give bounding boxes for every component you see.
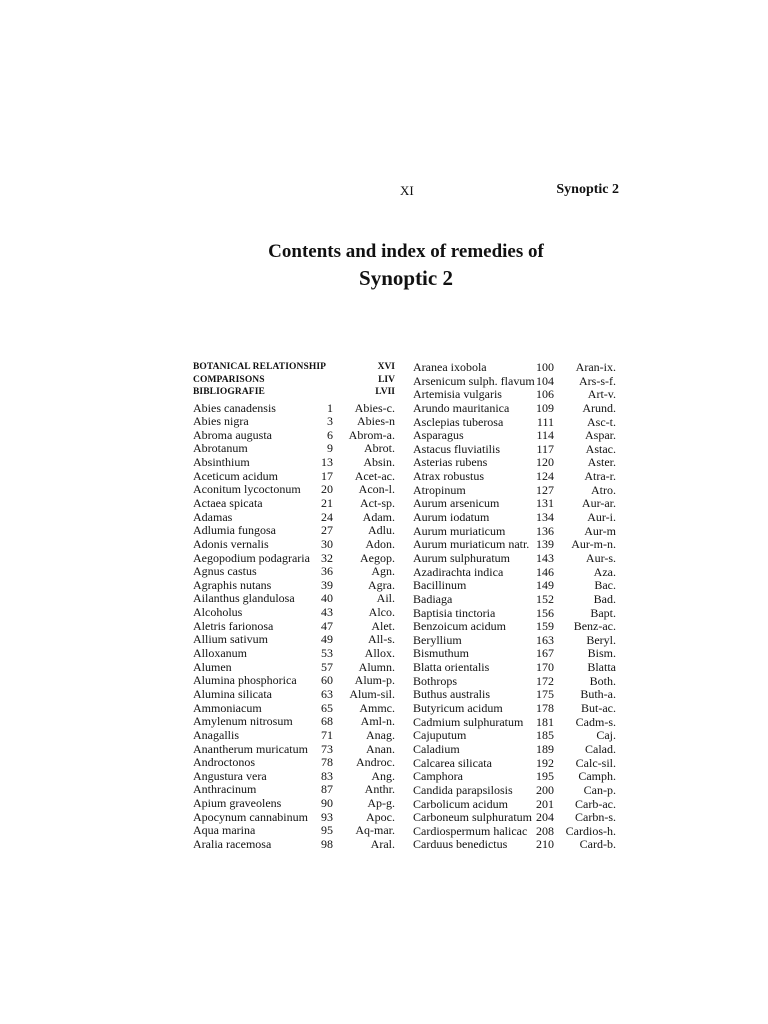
remedy-abbreviation: Aral. — [370, 837, 395, 851]
remedy-name: Aurum arsenicum — [413, 496, 500, 511]
page-ref: 210 — [536, 837, 554, 852]
index-entry — [193, 647, 395, 661]
index-entry — [413, 784, 616, 798]
remedy-abbreviation: Alumn. — [358, 659, 395, 674]
page-ref: 143 — [536, 550, 554, 565]
remedy-abbreviation: Aur-m-n. — [571, 537, 616, 552]
page-ref: 106 — [536, 387, 554, 402]
remedy-abbreviation: Aran-ix. — [575, 360, 616, 374]
remedy-name: Calcarea silicata — [413, 755, 492, 770]
remedy-name: Carboneum sulphuratum — [413, 810, 532, 825]
remedy-abbreviation: Art-v. — [587, 387, 616, 402]
index-entry — [413, 688, 616, 702]
index-entry — [193, 592, 395, 606]
remedy-name: Ailanthus glandulosa — [193, 591, 295, 606]
page-ref: 95 — [321, 823, 333, 838]
remedy-abbreviation: Aml-n. — [360, 714, 395, 729]
remedy-abbreviation: Blatta — [587, 660, 616, 675]
index-entry — [413, 538, 616, 552]
remedy-name: Badiaga — [413, 591, 453, 606]
remedy-abbreviation: Caj. — [596, 728, 616, 743]
remedy-name: Caladium — [413, 741, 460, 756]
page-ref: 20 — [321, 482, 333, 497]
remedy-name: Aralia racemosa — [193, 837, 272, 851]
remedy-abbreviation: Adon. — [365, 536, 395, 551]
index-entry — [413, 497, 616, 511]
page-ref: 139 — [536, 537, 554, 552]
index-entry — [193, 743, 395, 757]
page-ref: 104 — [536, 373, 554, 388]
index-entry — [413, 470, 616, 484]
page-ref: 49 — [321, 632, 333, 647]
remedy-name: Carbolicum acidum — [413, 796, 508, 811]
remedy-abbreviation: Aur-s. — [585, 550, 616, 565]
page-ref: 152 — [536, 591, 554, 606]
page-ref: 200 — [536, 782, 554, 797]
index-entry — [193, 674, 395, 688]
remedy-abbreviation: Astac. — [585, 441, 616, 456]
index-entry — [193, 470, 395, 484]
page-ref: 39 — [321, 577, 333, 592]
remedy-name: Cardiospermum halicac — [413, 823, 528, 838]
page-ref: 109 — [536, 400, 554, 415]
index-entry — [413, 661, 616, 675]
contents-title: Contents and index of remedies of — [268, 241, 544, 262]
remedy-abbreviation: Asc-t. — [587, 414, 616, 429]
remedy-name: Arsenicum sulph. flavum — [413, 373, 535, 388]
index-entry — [193, 824, 395, 838]
page-ref: 163 — [536, 632, 554, 647]
index-entry — [193, 456, 395, 470]
remedy-name: Butyricum acidum — [413, 701, 503, 716]
page-ref: 60 — [321, 673, 333, 688]
remedy-abbreviation: Bad. — [593, 591, 616, 606]
remedy-abbreviation: Both. — [589, 673, 616, 688]
remedy-name: Asparagus — [413, 428, 464, 443]
index-entry — [413, 375, 616, 389]
index-entry — [413, 388, 616, 402]
remedy-abbreviation: Abrot. — [364, 441, 395, 456]
remedy-abbreviation: Arund. — [582, 400, 616, 415]
remedy-name: Cadmium sulphuratum — [413, 714, 524, 729]
remedy-abbreviation: Alco. — [368, 605, 395, 620]
index-entry — [413, 702, 616, 716]
remedy-abbreviation: Acon-l. — [358, 482, 395, 497]
page-ref: 195 — [536, 769, 554, 784]
page-ref: 172 — [536, 673, 554, 688]
index-entry — [413, 566, 616, 580]
remedy-name: Adamas — [193, 509, 233, 524]
remedy-name: Abrotanum — [193, 441, 248, 456]
page-ref: 117 — [536, 441, 554, 456]
page-ref: 208 — [536, 823, 554, 838]
remedy-name: Bothrops — [413, 673, 458, 688]
index-entry — [413, 579, 616, 593]
remedy-abbreviation: Alum-p. — [354, 673, 395, 688]
remedy-name: Actaea spicata — [193, 495, 263, 510]
index-entry — [413, 757, 616, 771]
index-entry — [193, 620, 395, 634]
page-ref: 100 — [536, 360, 554, 374]
index-entry — [413, 729, 616, 743]
remedy-name: Alumina silicata — [193, 686, 272, 701]
index-entry — [193, 783, 395, 797]
index-entry — [413, 416, 616, 430]
remedy-name: BOTANICAL RELATIONSHIP — [193, 362, 327, 372]
page-ref: 167 — [536, 646, 554, 661]
remedy-name: Benzoicum acidum — [413, 619, 506, 634]
index-entry — [193, 811, 395, 825]
remedy-name: Atrax robustus — [413, 469, 484, 484]
index-entry — [193, 361, 395, 374]
index-entry — [413, 838, 616, 852]
remedy-abbreviation: Calc-sil. — [575, 755, 616, 770]
page-ref: 201 — [536, 796, 554, 811]
page-ref: 17 — [321, 468, 333, 483]
remedy-abbreviation: Aur-i. — [587, 510, 616, 525]
index-entry — [413, 456, 616, 470]
page-ref: 134 — [536, 510, 554, 525]
remedy-abbreviation: Ammc. — [359, 700, 395, 715]
remedy-abbreviation: Absin. — [363, 455, 395, 470]
index-entry — [413, 525, 616, 539]
remedy-name: Aceticum acidum — [193, 468, 278, 483]
remedy-name: Abies canadensis — [193, 400, 276, 415]
page-ref: 13 — [321, 455, 333, 470]
remedy-abbreviation: Aster. — [587, 455, 616, 470]
index-entry — [193, 633, 395, 647]
page-ref: 185 — [536, 728, 554, 743]
index-entry — [413, 607, 616, 621]
remedy-abbreviation: Agn. — [371, 564, 395, 579]
remedy-name: Apium graveolens — [193, 796, 282, 811]
remedy-abbreviation: Apoc. — [366, 809, 395, 824]
remedy-abbreviation: Aza. — [593, 564, 616, 579]
page-ref: 136 — [536, 523, 554, 538]
remedy-abbreviation: Bapt. — [590, 605, 616, 620]
remedy-name: Bacillinum — [413, 578, 467, 593]
index-entry — [413, 647, 616, 661]
remedy-abbreviation: Camph. — [578, 769, 616, 784]
index-entry — [193, 702, 395, 716]
remedy-name: Carduus benedictus — [413, 837, 508, 852]
page-ref: 120 — [536, 455, 554, 470]
remedy-abbreviation: Atra-r. — [584, 469, 616, 484]
index-column-right — [413, 361, 616, 852]
index-entry — [413, 429, 616, 443]
remedy-abbreviation: Adam. — [362, 509, 395, 524]
index-entry — [193, 524, 395, 538]
index-entry — [413, 634, 616, 648]
page-ref: 27 — [321, 523, 333, 538]
remedy-abbreviation: Androc. — [356, 755, 395, 770]
remedy-abbreviation: Abies-n — [357, 414, 395, 429]
remedy-abbreviation: Alum-sil. — [349, 686, 395, 701]
page-ref: 90 — [321, 796, 333, 811]
remedy-abbreviation: Buth-a. — [580, 687, 616, 702]
remedy-abbreviation: Ap-g. — [367, 796, 395, 811]
remedy-abbreviation: Abies-c. — [354, 400, 395, 415]
remedy-abbreviation: Calad. — [585, 741, 616, 756]
remedy-name: Abies nigra — [193, 414, 249, 429]
remedy-name: Alloxanum — [193, 646, 247, 661]
index-entry — [193, 688, 395, 702]
remedy-abbreviation: Aspar. — [585, 428, 616, 443]
page-ref: 30 — [321, 536, 333, 551]
remedy-name: Apocynum cannabinum — [193, 809, 308, 824]
index-entry — [193, 415, 395, 429]
index-entry — [193, 729, 395, 743]
page-ref: 189 — [536, 741, 554, 756]
remedy-name: Androctonos — [193, 755, 255, 770]
remedy-abbreviation: Bac. — [594, 578, 616, 593]
page-ref: 146 — [536, 564, 554, 579]
page-ref: 114 — [536, 428, 554, 443]
remedy-abbreviation: Carbn-s. — [575, 810, 616, 825]
page-ref: 43 — [321, 605, 333, 620]
page-number: XI — [400, 183, 414, 198]
remedy-name: Anagallis — [193, 727, 239, 742]
remedy-name: BIBLIOGRAFIE — [193, 387, 265, 397]
page-ref: 65 — [321, 700, 333, 715]
index-entry — [413, 716, 616, 730]
page-ref: 111 — [536, 414, 554, 429]
page-ref: 1 — [327, 400, 333, 415]
page-ref: 175 — [536, 687, 554, 702]
remedy-name: Aurum muriaticum — [413, 523, 506, 538]
index-entry — [413, 675, 616, 689]
contents-subtitle: Synoptic 2 — [359, 266, 453, 290]
remedy-name: Agraphis nutans — [193, 577, 272, 592]
index-entry — [193, 606, 395, 620]
index-entry — [193, 552, 395, 566]
remedy-name: COMPARISONS — [193, 374, 265, 385]
remedy-name: Artemisia vulgaris — [413, 387, 502, 402]
index-entry — [193, 483, 395, 497]
remedy-name: Ammoniacum — [193, 700, 262, 715]
index-entry — [413, 825, 616, 839]
remedy-abbreviation: Anag. — [366, 727, 395, 742]
page-ref: 53 — [321, 646, 333, 661]
remedy-abbreviation: Ail. — [376, 591, 395, 606]
index-entry — [413, 402, 616, 416]
index-entry — [193, 429, 395, 443]
page-ref: 87 — [321, 782, 333, 797]
remedy-name: Alumina phosphorica — [193, 673, 297, 688]
remedy-abbreviation: But-ac. — [581, 701, 616, 716]
remedy-name: Arundo mauritanica — [413, 400, 510, 415]
remedy-name: Aconitum lycoctonum — [193, 482, 301, 497]
index-entry — [193, 386, 395, 399]
page-ref: 57 — [321, 659, 333, 674]
page-ref: 6 — [327, 427, 333, 442]
remedy-name: Asterias rubens — [413, 455, 488, 470]
remedy-abbreviation: Aq-mar. — [355, 823, 395, 838]
page-ref: 24 — [321, 509, 333, 524]
remedy-name: Aletris farionosa — [193, 618, 274, 633]
index-entry — [193, 579, 395, 593]
remedy-name: Adlumia fungosa — [193, 523, 276, 538]
index-entry — [413, 743, 616, 757]
remedy-abbreviation: Anthr. — [364, 782, 395, 797]
remedy-name: Angustura vera — [193, 768, 267, 783]
remedy-name: Candida parapsilosis — [413, 782, 513, 797]
remedy-abbreviation: Abrom-a. — [348, 427, 395, 442]
index-entry — [193, 511, 395, 525]
index-entry — [193, 661, 395, 675]
page-ref: XVI — [377, 362, 395, 372]
page-ref: 192 — [536, 755, 554, 770]
remedy-name: Anantherum muricatum — [193, 741, 308, 756]
page-ref: 181 — [536, 714, 554, 729]
remedy-name: Beryllium — [413, 632, 462, 647]
index-entry — [193, 715, 395, 729]
remedy-name: Alcoholus — [193, 605, 243, 620]
index-entry — [193, 538, 395, 552]
remedy-name: Atropinum — [413, 482, 466, 497]
remedy-name: Anthracinum — [193, 782, 257, 797]
page-ref: LVII — [375, 387, 395, 397]
index-entry — [193, 374, 395, 387]
page-ref: 124 — [536, 469, 554, 484]
index-entry — [413, 484, 616, 498]
remedy-abbreviation: Can-p. — [583, 782, 616, 797]
remedy-name: Azadirachta indica — [413, 564, 504, 579]
page-ref: 159 — [536, 619, 554, 634]
index-entry — [413, 811, 616, 825]
index-entry — [193, 402, 395, 416]
page-ref: 78 — [321, 755, 333, 770]
index-entry — [193, 797, 395, 811]
index-entry — [193, 497, 395, 511]
page-ref: 127 — [536, 482, 554, 497]
page-ref: 156 — [536, 605, 554, 620]
remedy-abbreviation: Alet. — [371, 618, 395, 633]
page-ref: 131 — [536, 496, 554, 511]
remedy-abbreviation: Ang. — [371, 768, 395, 783]
index-entry — [413, 511, 616, 525]
index-entry — [413, 552, 616, 566]
page-ref: 47 — [321, 618, 333, 633]
page-ref: 21 — [321, 495, 333, 510]
remedy-abbreviation: Cadm-s. — [575, 714, 616, 729]
remedy-abbreviation: Benz-ac. — [573, 619, 616, 634]
index-entry — [193, 442, 395, 456]
index-entry — [193, 838, 395, 852]
page-ref: 36 — [321, 564, 333, 579]
page-ref: 149 — [536, 578, 554, 593]
index-entry — [193, 756, 395, 770]
page-ref: 32 — [321, 550, 333, 565]
remedy-name: Aurum iodatum — [413, 510, 490, 525]
remedy-abbreviation: Adlu. — [368, 523, 395, 538]
page-ref: 98 — [321, 837, 333, 851]
index-entry — [413, 798, 616, 812]
index-entry — [413, 770, 616, 784]
remedy-name: Abroma augusta — [193, 427, 272, 442]
page-ref: 93 — [321, 809, 333, 824]
page-ref: 83 — [321, 768, 333, 783]
remedy-abbreviation: Atro. — [591, 482, 616, 497]
remedy-name: Aegopodium podagraria — [193, 550, 310, 565]
remedy-abbreviation: Cardios-h. — [565, 823, 616, 838]
remedy-name: Agnus castus — [193, 564, 257, 579]
remedy-name: Adonis vernalis — [193, 536, 269, 551]
remedy-abbreviation: Act-sp. — [360, 495, 395, 510]
index-entry — [193, 770, 395, 784]
remedy-abbreviation: Card-b. — [579, 837, 616, 852]
running-header-title: Synoptic 2 — [556, 182, 619, 197]
index-entry — [413, 361, 616, 375]
remedy-name: Astacus fluviatilis — [413, 441, 500, 456]
page-ref: 68 — [321, 714, 333, 729]
remedy-abbreviation: Bism. — [587, 646, 616, 661]
page-ref: 178 — [536, 701, 554, 716]
page-ref: 9 — [327, 441, 333, 456]
index-entry — [413, 593, 616, 607]
remedy-abbreviation: Beryl. — [586, 632, 616, 647]
index-entry — [193, 565, 395, 579]
page-ref: 71 — [321, 727, 333, 742]
remedy-name: Camphora — [413, 769, 463, 784]
page-ref: 3 — [327, 414, 333, 429]
remedy-name: Baptisia tinctoria — [413, 605, 496, 620]
page-ref: LIV — [378, 374, 395, 385]
remedy-name: Buthus australis — [413, 687, 490, 702]
page-ref: 73 — [321, 741, 333, 756]
remedy-abbreviation: Agra. — [368, 577, 395, 592]
remedy-abbreviation: Aur-ar. — [581, 496, 616, 511]
remedy-abbreviation: Ars-s-f. — [579, 373, 616, 388]
remedy-name: Aranea ixobola — [413, 360, 487, 374]
page-ref: 204 — [536, 810, 554, 825]
remedy-name: Bismuthum — [413, 646, 470, 661]
index-entry — [413, 620, 616, 634]
remedy-name: Absinthium — [193, 455, 250, 470]
remedy-abbreviation: Aegop. — [360, 550, 395, 565]
remedy-name: Cajuputum — [413, 728, 467, 743]
remedy-name: Asclepias tuberosa — [413, 414, 504, 429]
page-ref: 40 — [321, 591, 333, 606]
remedy-name: Aurum sulphuratum — [413, 550, 510, 565]
remedy-name: Aurum muriaticum natr. — [413, 537, 530, 552]
page-ref: 63 — [321, 686, 333, 701]
index-column-left — [193, 361, 395, 852]
remedy-abbreviation: Carb-ac. — [575, 796, 616, 811]
remedy-name: Alumen — [193, 659, 232, 674]
index-entry — [413, 443, 616, 457]
remedy-name: Amylenum nitrosum — [193, 714, 293, 729]
remedy-abbreviation: Anan. — [366, 741, 395, 756]
remedy-name: Aqua marina — [193, 823, 256, 838]
remedy-abbreviation: Aur-m — [584, 523, 616, 538]
remedy-name: Allium sativum — [193, 632, 268, 647]
remedy-abbreviation: Allox. — [364, 646, 395, 661]
remedy-name: Blatta orientalis — [413, 660, 490, 675]
page-ref: 170 — [536, 660, 554, 675]
remedy-abbreviation: All-s. — [368, 632, 395, 647]
remedy-abbreviation: Acet-ac. — [354, 468, 395, 483]
